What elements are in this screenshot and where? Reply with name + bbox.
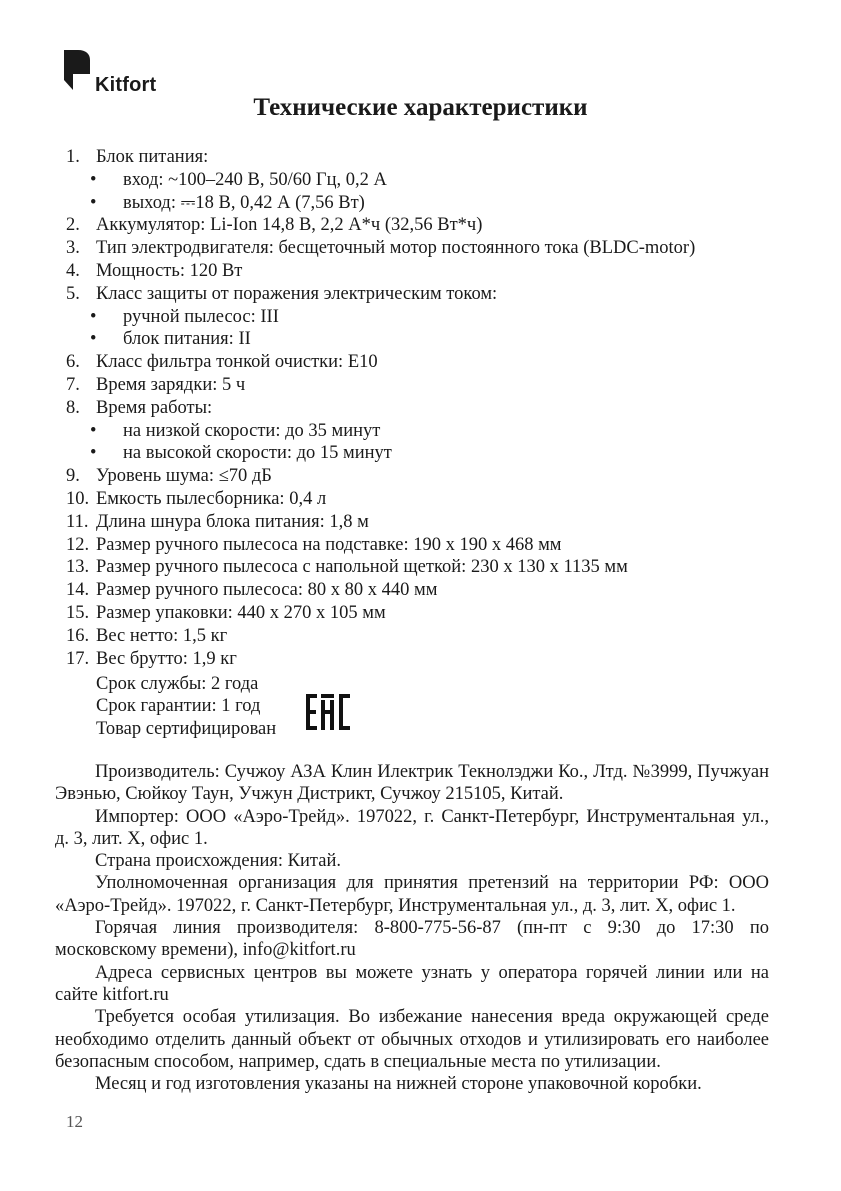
spec-number: 10. [66,488,90,509]
spec-subitem [66,442,786,465]
spec-subitem [66,169,786,192]
info-paragraph: Требуется особая утилизация. Во избежание нанесения вреда окружающей среде необходимо отделить данный объект от обычных отходов и утилизировать его наиболее безопасным способом, например, сдать в специальные места по утилизации. [55,1007,769,1072]
spec-text: на низкой скорости: до 35 минут [123,420,381,441]
certification-note: Товар сертифицирован [96,718,277,739]
service-info [96,673,276,740]
spec-list [66,146,786,670]
bullet-marker: • [90,169,97,190]
spec-item [66,579,786,602]
spec-item [66,648,786,671]
spec-text: ручной пылесос: III [123,306,279,327]
spec-text: Длина шнура блока питания: 1,8 м [96,511,369,532]
bullet-marker: • [90,192,97,213]
spec-item [66,237,786,260]
info-paragraph: Горячая линия производителя: 8-800-775-56-87 (пн-пт с 9:30 до 17:30 по московскому времени), info@kitfort.ru [55,918,769,961]
spec-text: выход: ⎓18 В, 0,42 А (7,56 Вт) [123,192,365,213]
spec-number: 6. [66,352,80,373]
page-number: 12 [66,1112,83,1131]
brand-name: Kitfort [95,74,157,96]
spec-item [66,465,786,488]
spec-item [66,351,786,374]
spec-number: 1. [66,147,80,167]
spec-number: 7. [66,374,80,395]
spec-item [66,511,786,534]
spec-number: 17. [66,648,90,669]
spec-item [66,488,786,511]
spec-text: Размер упаковки: 440 х 270 х 105 мм [96,602,386,623]
manufacturer-info [55,761,769,1095]
spec-number: 8. [66,397,80,418]
spec-number: 11. [66,511,89,532]
spec-item [66,602,786,625]
bullet-marker: • [90,329,97,350]
spec-item [66,374,786,397]
service-life: Срок службы: 2 года [96,674,259,694]
spec-text: Класс защиты от поражения электрическим током: [96,283,498,304]
spec-item [66,556,786,579]
warranty-period: Срок гарантии: 1 год [96,696,261,717]
spec-text: Мощность: 120 Вт [96,260,243,281]
spec-number: 13. [66,557,90,578]
spec-text: Вес нетто: 1,5 кг [96,625,228,646]
spec-text: Емкость пылесборника: 0,4 л [96,488,327,509]
spec-number: 15. [66,602,90,623]
spec-item [66,625,786,648]
spec-text: на высокой скорости: до 15 минут [123,443,392,464]
spec-text: Блок питания: [96,147,209,167]
spec-number: 4. [66,260,80,281]
spec-text: Размер ручного пылесоса на подставке: 190 х 190 х 468 мм [96,534,562,555]
spec-text: Аккумулятор: Li-Ion 14,8 В, 2,2 А*ч (32,56 Вт*ч) [96,215,483,236]
bullet-marker: • [90,420,97,441]
spec-number: 14. [66,580,90,601]
info-paragraph: Страна происхождения: Китай. [95,851,341,872]
kitfort-logo-icon [62,46,92,94]
spec-number: 9. [66,466,80,487]
spec-text: Уровень шума: ≤70 дБ [96,466,272,487]
info-paragraph: Месяц и год изготовления указаны на нижней стороне упаковочной коробки. [95,1074,702,1095]
spec-text: вход: ~100–240 В, 50/60 Гц, 0,2 А [123,169,387,190]
spec-number: 2. [66,215,80,236]
spec-item [66,283,786,306]
spec-text: Время зарядки: 5 ч [96,374,246,395]
spec-text: Размер ручного пылесоса: 80 х 80 х 440 мм [96,580,438,601]
spec-item [66,214,786,237]
bullet-marker: • [90,443,97,464]
info-paragraph: Импортер: ООО «Аэро-Трейд». 197022, г. Санкт-Петербург, Инструментальная ул., д. 3, лит. Х, офис 1. [55,806,769,849]
info-paragraph: Уполномоченная организация для принятия претензий на территории РФ: ООО «Аэро-Трейд». 197022, г. Санкт-Петербург, Инструментальная ул., д. 3, лит. Х, офис 1. [55,873,769,916]
bullet-marker: • [90,306,97,327]
eac-certification-icon [305,692,351,732]
spec-item [66,146,786,169]
spec-text: Класс фильтра тонкой очистки: E10 [96,352,378,373]
spec-text: Тип электродвигателя: бесщеточный мотор постоянного тока (BLDC-motor) [96,238,696,259]
spec-text: Время работы: [96,397,213,418]
spec-text: Размер ручного пылесоса с напольной щеткой: 230 х 130 х 1135 мм [96,557,628,578]
spec-subitem [66,328,786,351]
spec-subitem [66,306,786,329]
spec-number: 12. [66,534,90,555]
page-title: Технические характеристики [253,94,588,121]
spec-item [66,397,786,420]
spec-item [66,260,786,283]
spec-number: 3. [66,238,80,259]
info-paragraph: Адреса сервисных центров вы можете узнать у оператора горячей линии или на сайте kitfort.ru [55,962,769,1005]
kitfort-logo [62,46,192,98]
spec-item [66,534,786,557]
spec-number: 5. [66,283,80,304]
info-paragraph: Производитель: Сучжоу АЗА Клин Илектрик Текнолэджи Ко., Лтд. №3999, Пучжуан Эвэнью, Сюйкоу Таун, Учжун Дистрикт, Сучжоу 215105, Китай. [55,762,769,805]
spec-subitem [66,192,786,215]
spec-number: 16. [66,625,90,646]
spec-text: блок питания: II [123,329,251,350]
spec-text: Вес брутто: 1,9 кг [96,648,237,669]
spec-subitem [66,420,786,443]
